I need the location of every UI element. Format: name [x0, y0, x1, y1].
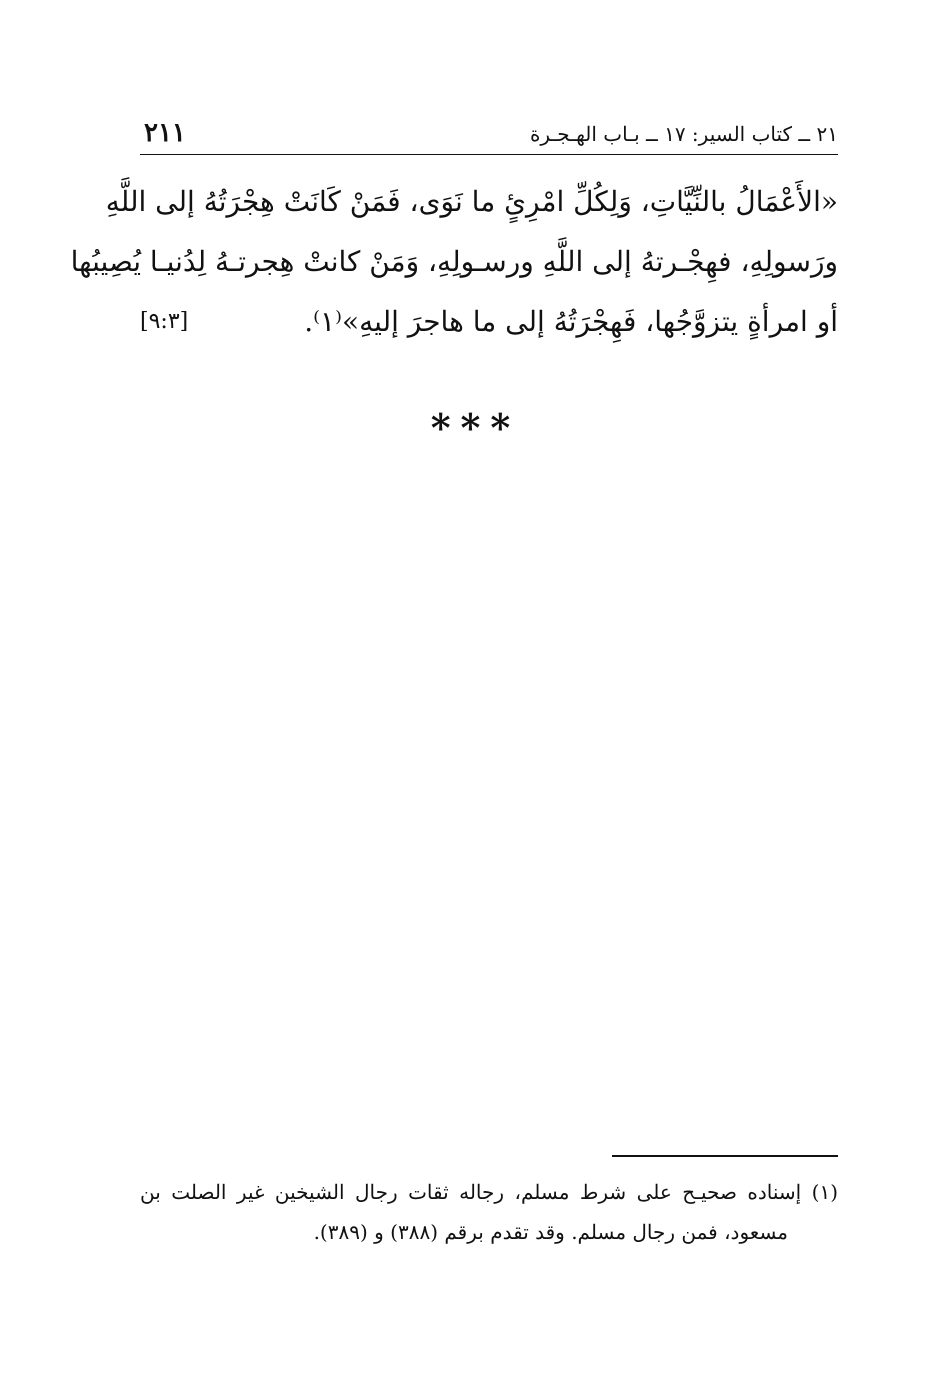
- hadith-line-3: [140, 292, 838, 352]
- page-header: [140, 112, 838, 152]
- footnote-line-1: (١) إسناده صحيـح على شرط مسلم، رجاله ثقات رجال الشيخين غير الصلت بن: [140, 1180, 838, 1204]
- section-separator: ***: [430, 405, 521, 450]
- page-number: ٢١١: [144, 118, 186, 148]
- running-title: ٢١ ــ كتاب السير: ١٧ ــ بـاب الهـجـرة: [529, 122, 838, 146]
- hadith-line-3-text: أو امرأةٍ يتزوَّجُها، فَهِجْرَتُهُ إلى ما هاجرَ إليهِ»⁽١⁾.: [304, 305, 838, 338]
- hadith-line-1: «الأَعْمَالُ بالنِّيَّاتِ، وَلِكُلِّ امْرِئٍ ما نَوَى، فَمَنْ كَانَتْ هِجْرَتُهُ إلى اللَّهِ: [105, 185, 838, 218]
- footnote-line-2: مسعود، فمن رجال مسلم. وقد تقدم برقم (٣٨٨) و (٣٨٩).: [313, 1220, 788, 1244]
- hadith-text: [70, 172, 838, 352]
- hadith-line-2: ورَسولِهِ، فهِجْـرتهُ إلى اللَّهِ ورسـولِهِ، وَمَنْ كانتْ هِجرتـهُ لِدُنيـا يُصِيبُها: [70, 245, 838, 278]
- footnote: [140, 1172, 838, 1252]
- footnote-rule: [612, 1155, 838, 1157]
- header-rule: [140, 154, 838, 155]
- hadith-reference: [٩:٣]: [140, 309, 189, 334]
